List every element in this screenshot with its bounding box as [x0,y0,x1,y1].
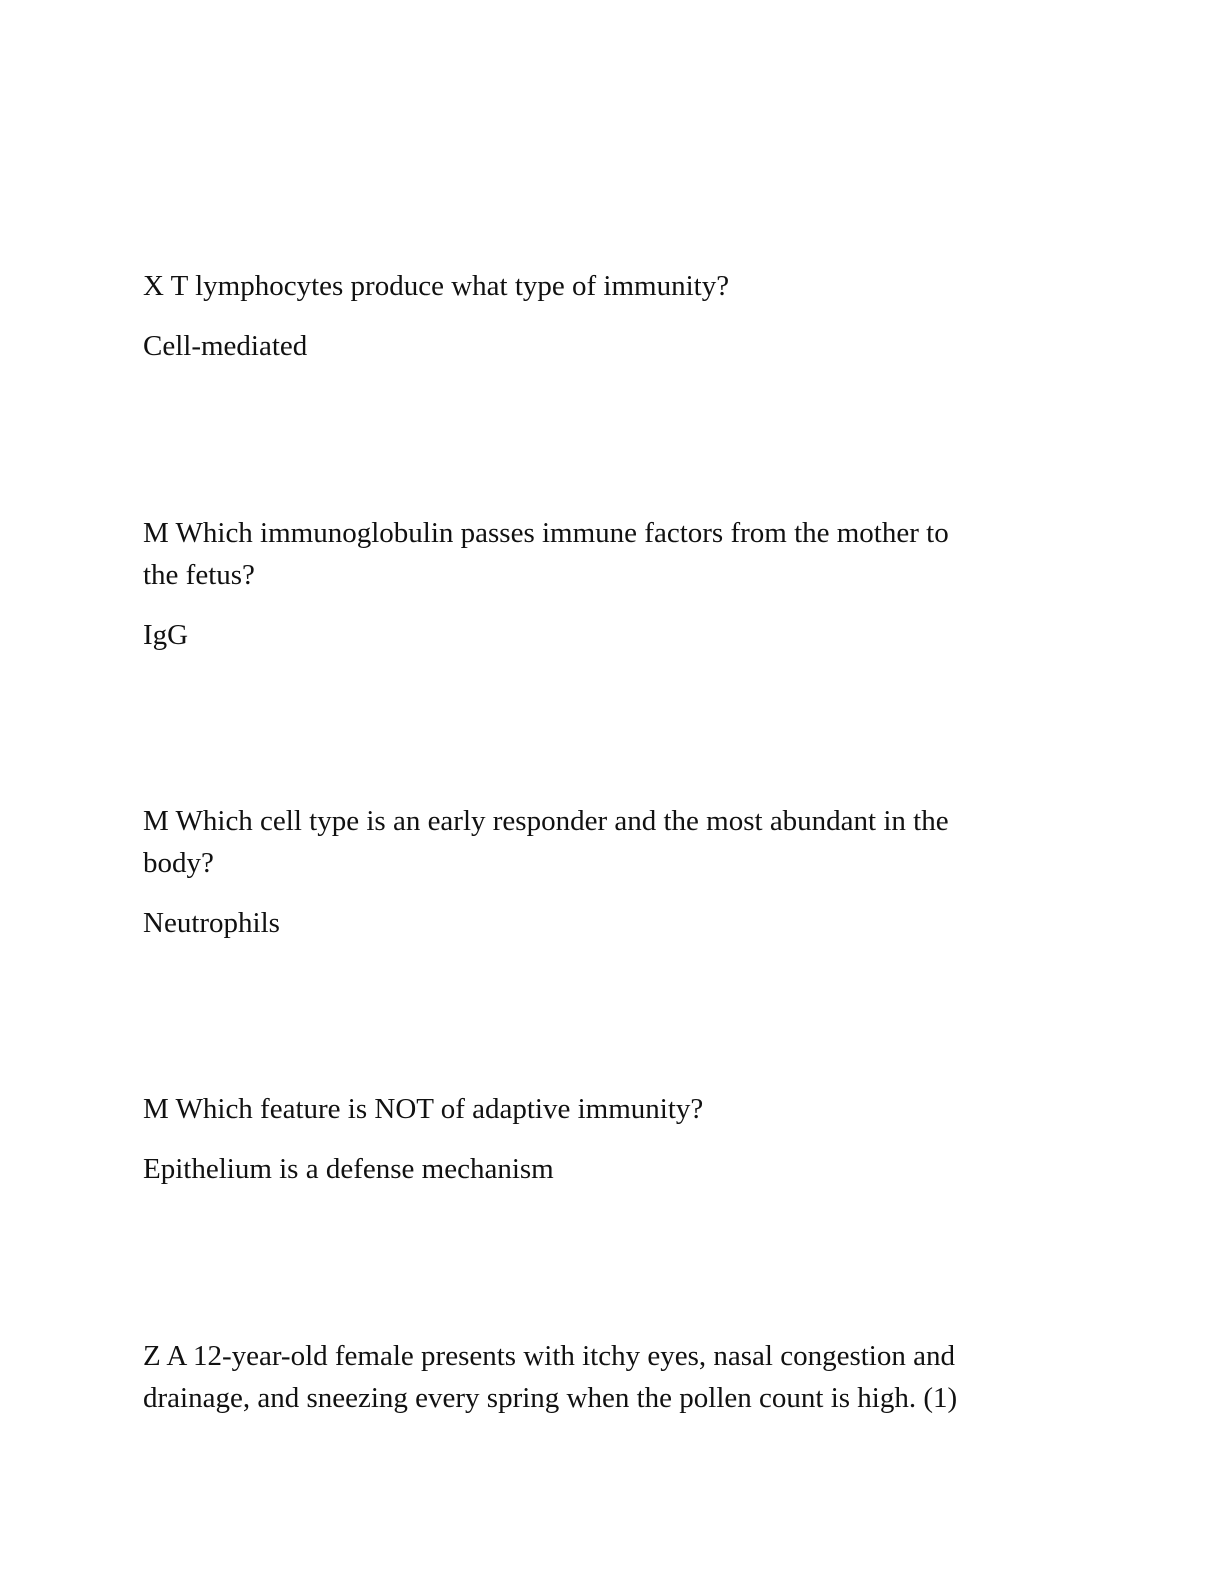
question-text: M Which cell type is an early responder and the most abundant in the body? [143,805,949,879]
question-text: Z A 12-year-old female presents with itchy eyes, nasal congestion and drainage, and sneezing every spring when the pollen count is high. (1) [143,1340,958,1414]
answer-text: Cell-mediated [143,330,308,362]
question-block [143,800,1063,944]
question-block [143,1335,1063,1419]
answer-text: IgG [143,619,189,651]
answer-text: Epithelium is a defense mechanism [143,1153,554,1185]
answer-text: Neutrophils [143,907,280,939]
question-text: M Which immunoglobulin passes immune factors from the mother to the fetus? [143,517,949,591]
question-block [143,265,1063,367]
question-text: M Which feature is NOT of adaptive immunity? [143,1093,704,1125]
question-block [143,1088,1063,1190]
question-block [143,512,1063,656]
question-text: X T lymphocytes produce what type of immunity? [143,270,730,302]
